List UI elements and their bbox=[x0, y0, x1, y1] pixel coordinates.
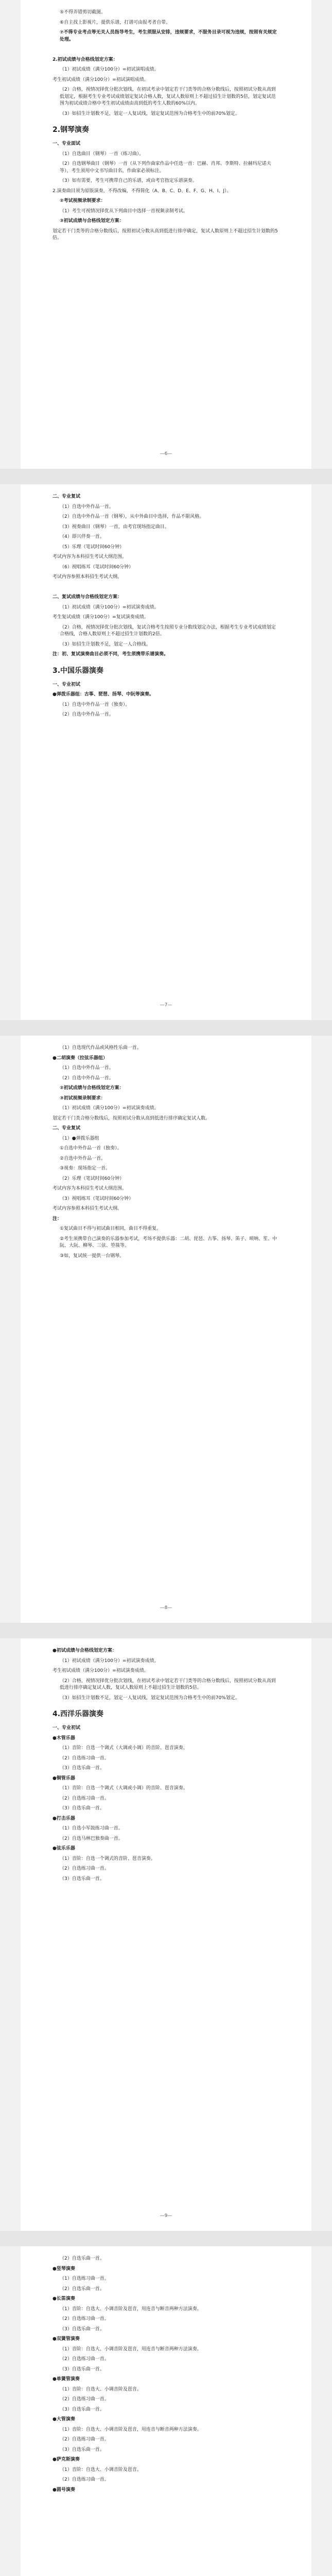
paragraph: （1）自选小军鼓练习曲一首。 bbox=[60, 1826, 123, 1831]
paragraph: ③视奏：现场指定一首。 bbox=[60, 1166, 111, 1171]
paragraph: （1）音阶：自选大、小调音阶及琶音，用连音与断音两种方法演奏。 bbox=[60, 2346, 202, 2352]
paragraph: ●二胡演奏（拉弦乐器组） bbox=[53, 1055, 108, 1061]
paragraph: （2）自选钢琴曲目（钢琴）一首（从下列作曲家作品中任选一首：巴赫、肖邦、李斯特、拉赫玛尼诺夫等），考生须用中文书写曲目名，作曲家必须标注。 bbox=[60, 161, 271, 174]
paragraph: ●弦乐乐器 bbox=[53, 1846, 75, 1851]
paragraph: 考生初试成绩（满分100分）=初试演唱成绩。 bbox=[53, 77, 149, 82]
paragraph: （2）乐理（笔试时间60分钟） bbox=[60, 1176, 125, 1181]
paragraph: ●单簧管演奏 bbox=[53, 2377, 80, 2382]
section-title-piano: 2.钢琴演奏 bbox=[53, 126, 90, 134]
paragraph: （2）自选乐曲一首。 bbox=[60, 2256, 104, 2261]
paragraph: （1）音阶：自选大、小调音阶及琶音。 bbox=[60, 2386, 142, 2392]
section-title-western-instruments: 4.西洋乐器演奏 bbox=[53, 1710, 104, 1718]
paragraph: （1）自选中外作品一首。 bbox=[60, 1065, 114, 1071]
paragraph: （2）自选练习曲一首。 bbox=[60, 2397, 109, 2402]
paragraph: （3）视唱练耳（笔试时间60分钟） bbox=[60, 1196, 134, 1201]
page-gap bbox=[0, 469, 332, 484]
page-number: —7— bbox=[160, 1002, 172, 1008]
paragraph: ●长笛演奏 bbox=[53, 2296, 75, 2301]
paragraph: （1）音阶：自选一个调式的音阶、琶音演奏。 bbox=[60, 1856, 155, 1861]
paragraph: 二、专业复试 bbox=[53, 1126, 81, 1131]
paragraph: ●萨克斯演奏 bbox=[53, 2457, 80, 2462]
paragraph: （1）自选练习曲一首。 bbox=[60, 2276, 109, 2281]
paragraph: （3）自选乐曲一首。 bbox=[60, 1766, 104, 1771]
paragraph: （2）自选练习曲一首。 bbox=[60, 2437, 109, 2442]
paragraph: （1）自选中外作品一首（独奏）。 bbox=[60, 702, 130, 707]
paragraph: （3）如招生计划数不足，划定一人合格线。 bbox=[60, 641, 151, 647]
paragraph: ●弹拨乐器组：古筝、琵琶、扬琴、中阮等演奏。 bbox=[53, 692, 154, 697]
paragraph: 二、专业复试 bbox=[53, 494, 81, 499]
paragraph: ●圆号演奏 bbox=[53, 2487, 75, 2493]
paragraph: ②初试成绩与合格线划定方案： bbox=[60, 1086, 124, 1091]
paragraph: （2）自选练习曲一首。 bbox=[60, 1866, 109, 1871]
document-page-4 bbox=[21, 1638, 311, 2231]
paragraph: 考试内容为本科招生考试大纲范围。 bbox=[53, 554, 127, 560]
paragraph: （6）视唱练耳（笔试时间60分钟） bbox=[60, 564, 134, 570]
page-number: —6— bbox=[160, 451, 172, 456]
note-label: 注： bbox=[53, 1216, 62, 1222]
paragraph: （2）自选中外作品一首（钢琴），从中外曲目中选择，作品不限风格。 bbox=[60, 514, 204, 519]
paragraph: 2.演奏曲目须为原版演奏，不得改编，不得简化（A、B、C、D、E、F、G、H、I、J）。 bbox=[53, 188, 232, 194]
paragraph: （3）如招生计划数不足，划定一人复试线，划定复试范围为合格考生中的前70%划定。 bbox=[60, 111, 240, 116]
paragraph: （2）自选练习曲一首。 bbox=[60, 1755, 109, 1761]
paragraph: 考试内容参照本科招生考试大纲。 bbox=[53, 1206, 123, 1211]
page-gap bbox=[0, 2231, 332, 2246]
paragraph: （2）自选练习曲一首。 bbox=[60, 2357, 109, 2362]
paragraph: ①自选中外作品一首（独奏）。 bbox=[60, 1146, 122, 1151]
paragraph: ●铜管乐器 bbox=[53, 1775, 75, 1781]
paragraph: 一、专业初试 bbox=[53, 682, 81, 687]
paragraph: 考试内容为本科招生考试大纲范围。 bbox=[53, 1186, 127, 1191]
paragraph: ②考试视频录制要求： bbox=[60, 198, 106, 204]
paragraph: ②自选中外作品一首。 bbox=[60, 1156, 106, 1161]
paragraph: （5）乐理（笔试时间60分钟） bbox=[60, 544, 125, 550]
note-item: ②考生须携带自己演奏的乐器参加考试，考场不提供乐器：二胡、琵琶、古筝、扬琴、笛子、唢呐、笙、中阮、大阮、柳琴、三弦、箜篌等。 bbox=[60, 1236, 277, 1248]
section-title-chinese-instruments: 3.中国乐器演奏 bbox=[53, 666, 104, 675]
paragraph: （1）初试成绩（满分100分）=初试演奏成绩。 bbox=[60, 604, 159, 610]
paragraph: （2）自选练习曲一首。 bbox=[60, 1795, 109, 1801]
paragraph: ⑦不得专业考点等无关人员指导考生，考生须服从安排，违规要求，不服务目录可视为违规，按照有关规定处理。 bbox=[60, 30, 277, 42]
paragraph: （1）●弹拨乐器组 bbox=[60, 1136, 99, 1141]
paragraph: 一、专业初试 bbox=[53, 1725, 81, 1731]
paragraph: （3）自选乐曲一首。 bbox=[60, 2406, 104, 2412]
paragraph: （3）自选乐曲一首。 bbox=[60, 2447, 104, 2452]
page-number: —8— bbox=[160, 1605, 172, 1611]
paragraph: 考试内容参照本科招生考试大纲。 bbox=[53, 574, 123, 580]
paragraph bbox=[53, 584, 279, 591]
page-gap bbox=[0, 1020, 332, 1036]
paragraph: （1）初试成绩（满分100分）=初试演唱成绩。 bbox=[60, 67, 159, 72]
paragraph: ③初试视频录制要求： bbox=[60, 1095, 106, 1101]
paragraph: （3）自选乐曲一首。 bbox=[60, 2366, 104, 2372]
paragraph: ●木管乐器 bbox=[53, 1735, 75, 1741]
note-item: ③如，复试统一提供一台钢琴。 bbox=[60, 1253, 125, 1259]
document-page-3 bbox=[21, 1036, 311, 1623]
paragraph: （1）初试成绩（满分100分）=初试演奏成绩。 bbox=[60, 1106, 159, 1111]
paragraph bbox=[53, 46, 279, 54]
paragraph: （1）考生可视情况择优从下列曲目中选择一首视频录制考试。 bbox=[60, 208, 188, 214]
document-page-5 bbox=[21, 2246, 311, 2576]
paragraph: （1）音阶：自选一个调式（大调或小调）的音阶、琶音演奏。 bbox=[60, 1745, 188, 1751]
paragraph: 考生初试成绩（满分100分）=初试演奏成绩。 bbox=[53, 1668, 149, 1673]
paragraph: ●双簧管演奏 bbox=[53, 2336, 80, 2342]
paragraph: （1）初试成绩（满分100分）=初试演奏成绩。 bbox=[60, 1658, 159, 1664]
paragraph: （3）自选乐曲一首。 bbox=[60, 1806, 104, 1811]
paragraph: ●竖琴演奏 bbox=[53, 2266, 75, 2272]
paragraph: （1）音阶：自选大、小调音阶及琶音，用连音与断音两种方法演奏。 bbox=[60, 2306, 202, 2312]
paragraph: 划定若干门类合格分数线后，按照初试分数从高到低进行排序确定复试人数。 bbox=[53, 1115, 211, 1121]
paragraph: ③初试成绩与合格线划定方案： bbox=[60, 218, 124, 224]
paragraph: （2）自选练习曲一首。 bbox=[60, 2316, 109, 2321]
paragraph: （4）即兴伴奏一首。 bbox=[60, 534, 104, 539]
paragraph: 考生复试成绩（满分100分）=复试演奏成绩。 bbox=[53, 615, 149, 620]
paragraph: （2）自选中外作品一首。 bbox=[60, 1075, 114, 1081]
paragraph: （2）自选中外作品一首。 bbox=[60, 712, 114, 717]
paragraph: （3）视奏曲目（钢琴）一首，由考官现场指定曲目。 bbox=[60, 524, 169, 530]
paragraph: 一、专业面试 bbox=[53, 141, 81, 146]
paragraph: （3）自选乐曲一首。 bbox=[60, 1876, 104, 1882]
paragraph: （2）合格，视情况择优分批次划线，复试合格考生按照专业分数线划定办法，根据考生专业考试成绩划定合格线，合格人数原则上不超过招生计划数的2倍。 bbox=[60, 624, 276, 637]
document-page-2 bbox=[21, 484, 311, 1020]
paragraph: （1）自选现代作品或风格性乐曲一首。 bbox=[60, 1045, 142, 1050]
paragraph: ●大管演奏 bbox=[53, 2417, 75, 2422]
emphasis-note: 注：初、复试演奏曲目必须不同，考生须携带乐谱演奏。 bbox=[53, 652, 169, 657]
paragraph: （2）自选练习曲一首。 bbox=[60, 2477, 109, 2482]
paragraph: （1）音阶：自选大、小调音阶及琶音，用连音与断音两种方法演奏。 bbox=[60, 2427, 202, 2432]
document-page-1 bbox=[21, 0, 311, 469]
paragraph: ⑤不得弄错剪切截图。 bbox=[60, 10, 106, 15]
page-gap bbox=[0, 1623, 332, 1638]
paragraph: （2）自选马林巴独奏曲一首。 bbox=[60, 1836, 123, 1841]
paragraph: （1）音阶：自选大、小调音阶及琶音。 bbox=[60, 2467, 142, 2472]
paragraph: （1）自选曲目（钢琴）一首（练习曲）。 bbox=[60, 151, 144, 157]
paragraph: （3）如有需要，考生可携带自己的乐谱，或由考官指定乐谱演奏。 bbox=[60, 178, 197, 183]
page-number: —9— bbox=[160, 2213, 172, 2218]
paragraph: （2）合格，视情况择优分批次划线，在初试考录中划定若干门类等的合格分数线后，按照初试分数从高到低划定，根据考生专业考试成绩划定复试合格人数，复试人数原则上不超过招生计划数的5倍，划定复试范围为初试成绩合格中考生初试成绩由高到低的考生人数的60%以内。 bbox=[60, 87, 276, 106]
note-item: ①复试曲目不得与初试曲目相同，曲目不得重复。 bbox=[60, 1226, 162, 1231]
paragraph: （1）自选中外作品一首。 bbox=[60, 504, 114, 510]
paragraph: （2）合格，视情况择优分批次划线，在初试考录中划定若干门类等的合格分数线后，按照初试分数从高到低进行排序确定复试人数，复试人数原则上不超过招生计划数的5倍。 bbox=[60, 1678, 276, 1690]
paragraph: （1）音阶：自选一个调式（大调或小调）的音阶、琶音演奏。 bbox=[60, 1786, 188, 1791]
paragraph: ⑥自主找上影视片，提供乐谱，打谱可由报考者自带。 bbox=[60, 20, 171, 25]
paragraph: 二、复试成绩与合格线划定方案： bbox=[53, 595, 123, 600]
paragraph: （2）自选乐曲一首。 bbox=[60, 2286, 104, 2292]
paragraph: ●打击乐器 bbox=[53, 1816, 75, 1821]
paragraph: （3）自选乐曲一首。 bbox=[60, 2326, 104, 2332]
paragraph: 划定若干门类等的合格分数线后，按照初试分数从高到低进行排序确定，复试人数原则上不超过招生计划数的5倍。 bbox=[53, 228, 278, 241]
paragraph: （3）如招生计划数不足，划定一人复试线，划定复试范围为合格考生中的前70%划定。 bbox=[60, 1695, 240, 1701]
paragraph: 2.初试成绩与合格线划定方案： bbox=[53, 57, 118, 62]
paragraph: ●初试成绩与合格线划定方案： bbox=[53, 1648, 117, 1653]
